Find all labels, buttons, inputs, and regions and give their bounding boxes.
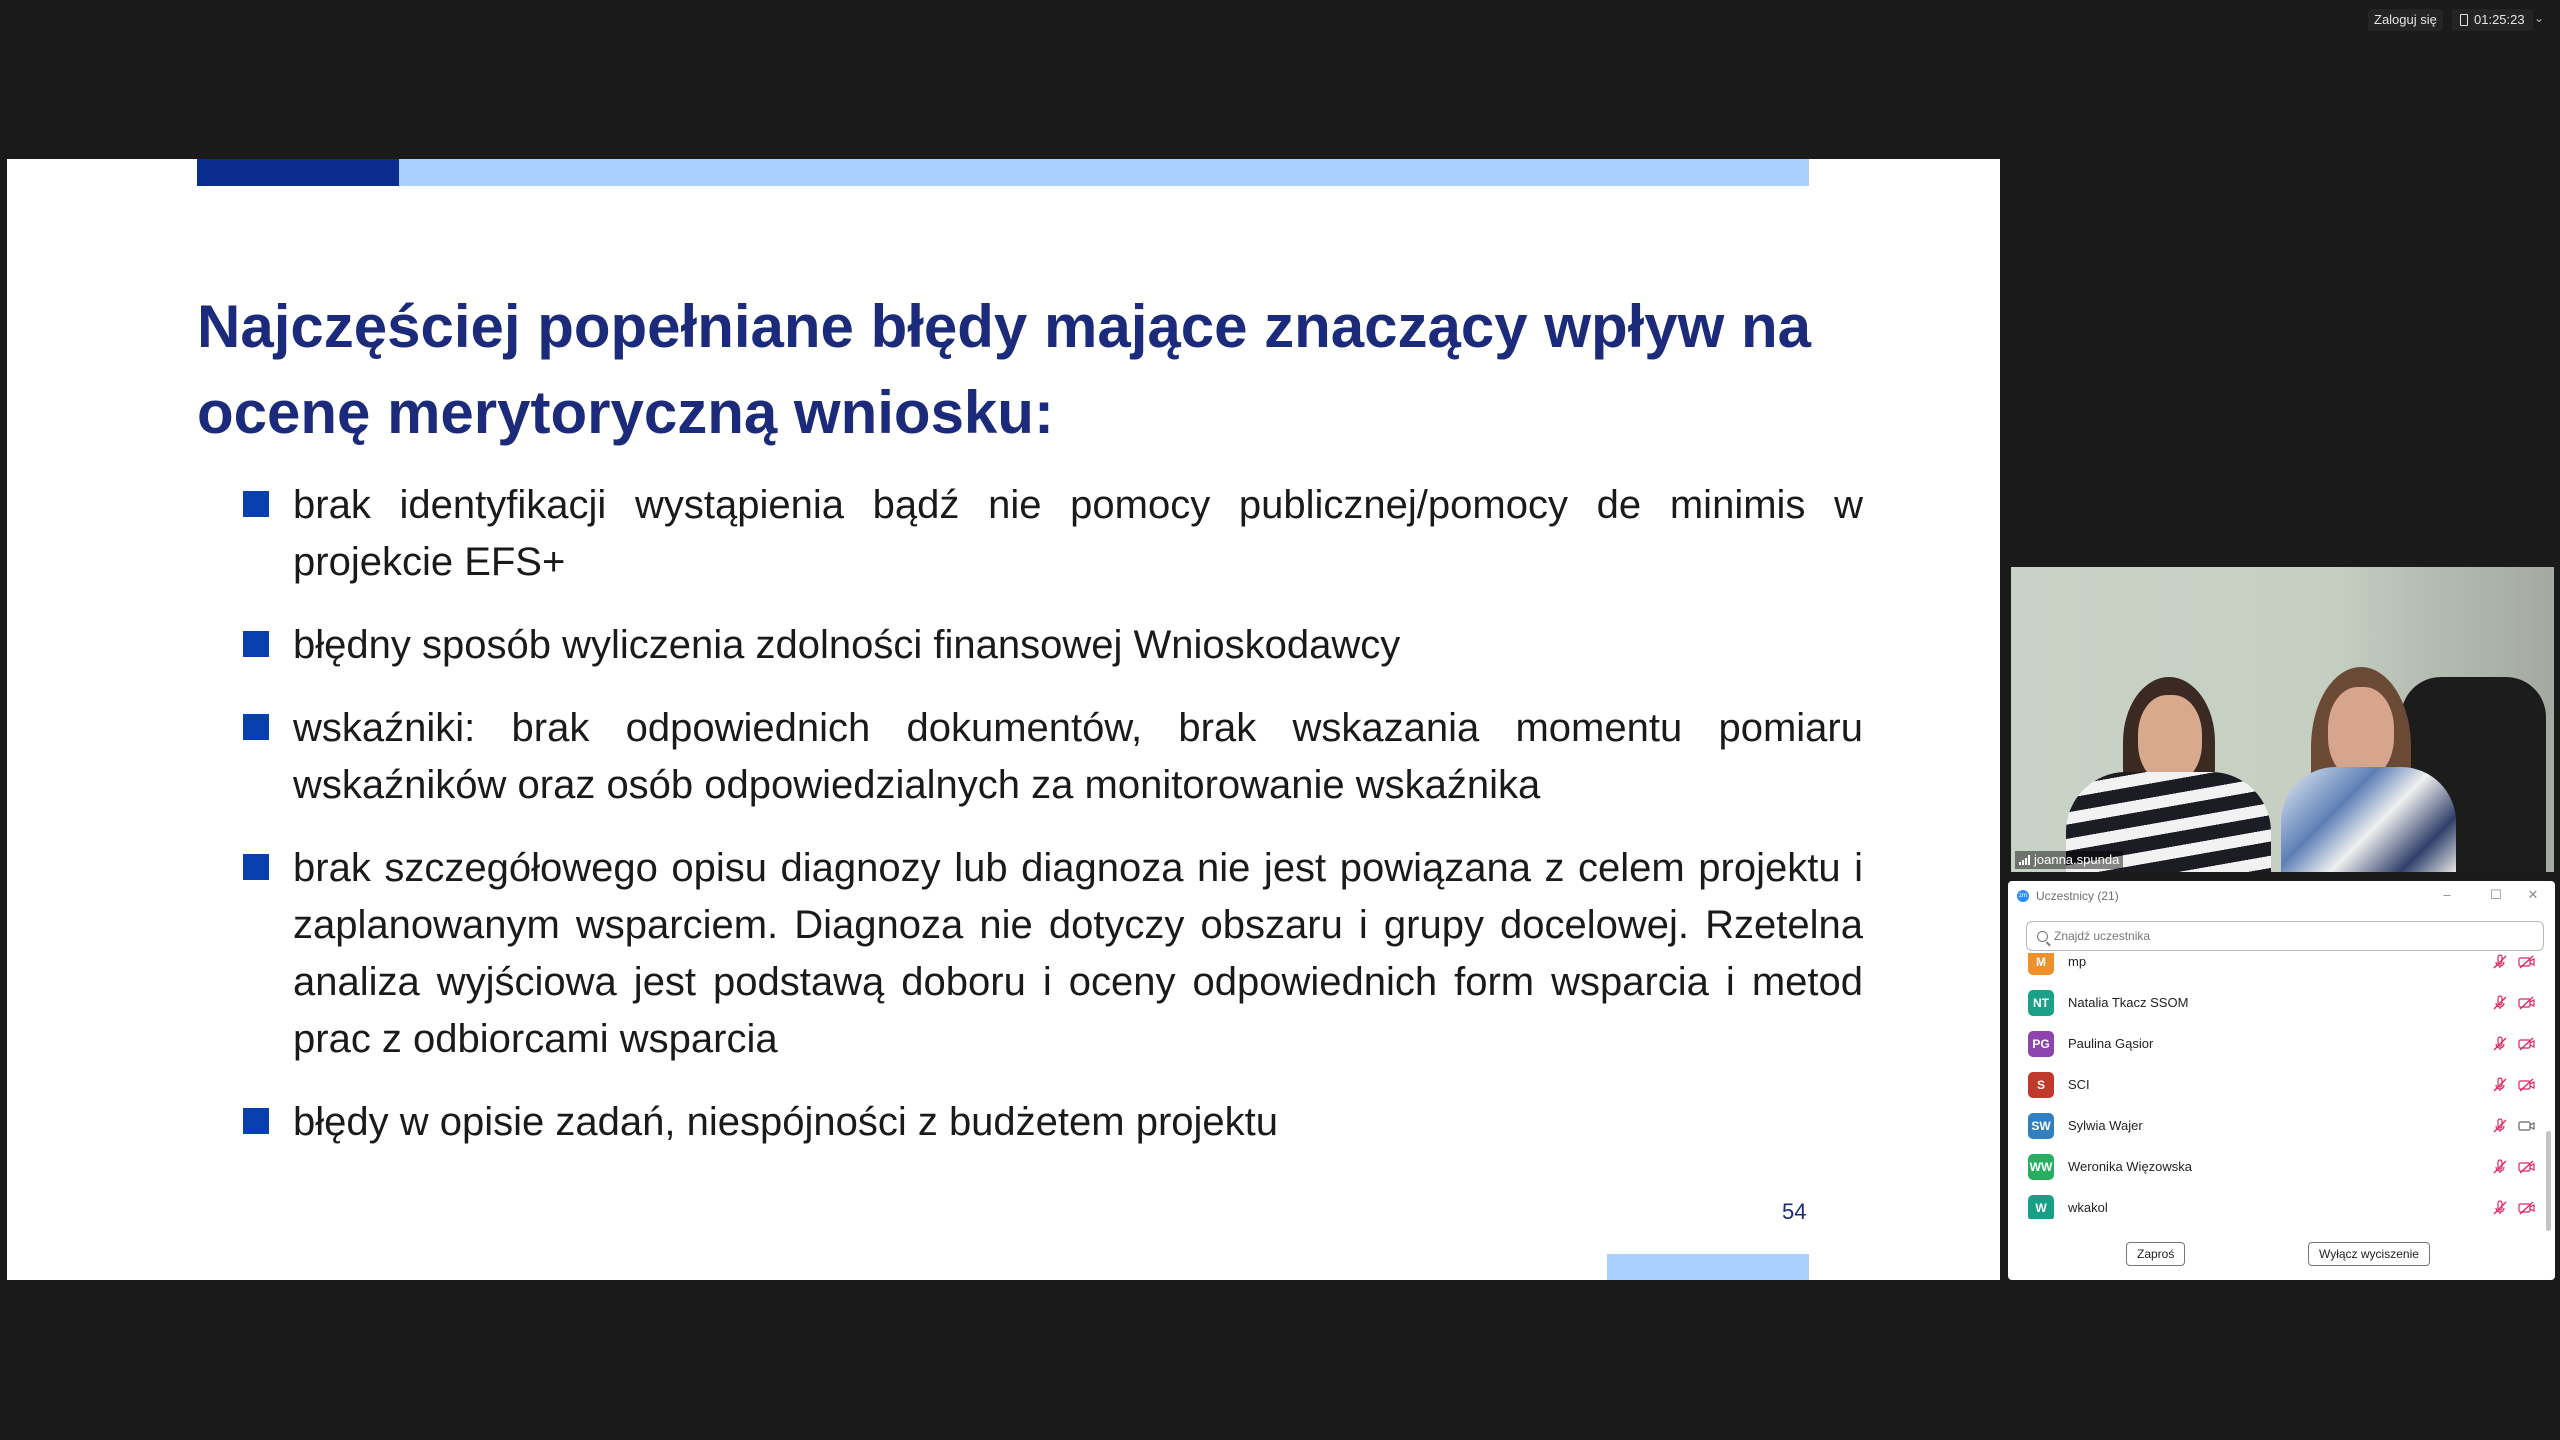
- maximize-icon[interactable]: ☐: [2490, 887, 2502, 902]
- unmute-button[interactable]: Wyłącz wyciszenie: [2308, 1242, 2430, 1266]
- recording-timer-icon: [2460, 14, 2468, 26]
- search-icon: [2037, 931, 2048, 942]
- top-bar: [0, 0, 2560, 40]
- slide-page-number: 54: [1782, 1199, 1807, 1224]
- participant-name: Natalia Tkacz SSOM: [2068, 995, 2189, 1010]
- participant-name: Weronika Więzowska: [2068, 1159, 2193, 1174]
- bullet-item: [243, 1094, 1863, 1151]
- bullet-square-icon: [243, 1108, 269, 1134]
- mic-muted-icon[interactable]: [2492, 1118, 2508, 1134]
- shared-slide: [7, 159, 2000, 1280]
- video-participant-name: joanna.spunda: [2034, 852, 2120, 867]
- mic-muted-icon[interactable]: [2492, 995, 2508, 1011]
- bullet-square-icon: [243, 714, 269, 740]
- camera-off-icon[interactable]: [2518, 1037, 2536, 1051]
- mic-muted-icon[interactable]: [2492, 1036, 2508, 1052]
- camera-off-icon[interactable]: [2518, 1201, 2536, 1215]
- chevron-down-icon[interactable]: ⌄: [2534, 11, 2545, 25]
- meeting-timer[interactable]: [2452, 9, 2533, 31]
- participants-panel: [2008, 881, 2555, 1280]
- camera-off-icon[interactable]: [2518, 1160, 2536, 1174]
- slide-title: Najczęściej popełniane błędy mające znaczący wpływ na ocenę merytoryczną wniosku:: [197, 293, 1812, 446]
- mic-muted-icon[interactable]: [2492, 1200, 2508, 1216]
- bullet-text: błędny sposób wyliczenia zdolności finansowej Wnioskodawcy: [293, 623, 1401, 667]
- slide-header-bar-dark: [197, 159, 399, 186]
- participant-row[interactable]: [2008, 1064, 2548, 1105]
- slide-header-bar-light: [399, 159, 1809, 186]
- participant-name: Sylwia Wajer: [2068, 1118, 2143, 1133]
- avatar: S: [2028, 1072, 2054, 1098]
- video-person-face: [2328, 687, 2394, 779]
- participant-row[interactable]: [2008, 982, 2548, 1023]
- bullet-square-icon: [243, 854, 269, 880]
- mic-muted-icon[interactable]: [2492, 1077, 2508, 1093]
- bullet-text: brak identyfikacji wystąpienia bądź nie pomocy publicznej/pomocy de minimis w projekcie EFS+: [293, 483, 1863, 584]
- participant-row[interactable]: [2008, 1105, 2548, 1146]
- video-person-face: [2138, 695, 2202, 783]
- close-icon[interactable]: ✕: [2527, 887, 2539, 902]
- bullet-item: [243, 700, 1863, 814]
- zoom-logo-icon: zm: [2017, 890, 2029, 902]
- participant-name: mp: [2068, 954, 2087, 969]
- signal-strength-icon: [2019, 855, 2030, 865]
- participant-row[interactable]: [2008, 1187, 2548, 1219]
- panel-title: Uczestnicy (21): [2036, 889, 2119, 903]
- mic-muted-icon[interactable]: [2492, 1159, 2508, 1175]
- participant-row[interactable]: [2008, 953, 2548, 982]
- participant-list-scrollbar[interactable]: [2546, 1131, 2551, 1231]
- mic-muted-icon[interactable]: [2492, 954, 2508, 970]
- participant-name: wkakol: [2068, 1200, 2108, 1215]
- login-button[interactable]: Zaloguj się: [2368, 9, 2443, 31]
- participant-name: Paulina Gąsior: [2068, 1036, 2154, 1051]
- bullet-text: wskaźniki: brak odpowiednich dokumentów, brak wskazania momentu pomiaru wskaźników oraz osób odpowiedzialnych za monitorowanie wskaźnika: [293, 706, 1863, 807]
- camera-off-icon[interactable]: [2518, 996, 2536, 1010]
- participant-row[interactable]: [2008, 1023, 2548, 1064]
- slide-footer-bar: [1607, 1254, 1809, 1280]
- participant-name: SCI: [2068, 1077, 2090, 1092]
- avatar: NT: [2028, 990, 2054, 1016]
- camera-off-icon[interactable]: [2518, 955, 2536, 969]
- bullet-square-icon: [243, 491, 269, 517]
- camera-on-icon[interactable]: [2518, 1119, 2536, 1133]
- avatar: SW: [2028, 1113, 2054, 1139]
- minimize-icon[interactable]: –: [2443, 887, 2451, 902]
- panel-header: [2008, 881, 2555, 911]
- timer-value: 01:25:23: [2474, 12, 2525, 27]
- participant-row[interactable]: [2008, 1146, 2548, 1187]
- video-name-label: [2015, 851, 2123, 869]
- invite-button[interactable]: Zaproś: [2126, 1242, 2185, 1266]
- participant-list[interactable]: [2008, 953, 2548, 1219]
- avatar: W: [2028, 1195, 2054, 1220]
- camera-off-icon[interactable]: [2518, 1078, 2536, 1092]
- participant-search[interactable]: [2026, 921, 2544, 951]
- video-tile[interactable]: [2011, 567, 2554, 872]
- bullet-list: [243, 477, 1863, 1177]
- avatar: PG: [2028, 1031, 2054, 1057]
- bullet-item: [243, 477, 1863, 591]
- search-input[interactable]: [2054, 929, 2524, 943]
- bullet-item: [243, 617, 1863, 674]
- bullet-text: brak szczegółowego opisu diagnozy lub diagnoza nie jest powiązana z celem projektu i zaplanowanym wsparciem. Diagnoza nie dotyczy obszaru i grupy docelowej. Rzetelna analiza wyjściowa jest podstawą doboru i oceny odpowiednich form wsparcia i metod prac z odbiorcami wsparcia: [293, 846, 1863, 1061]
- avatar: WW: [2028, 1154, 2054, 1180]
- bullet-text: błędy w opisie zadań, niespójności z budżetem projektu: [293, 1100, 1279, 1144]
- bullet-item: [243, 840, 1863, 1068]
- avatar: M: [2028, 953, 2054, 975]
- video-person-body: [2281, 767, 2456, 872]
- bullet-square-icon: [243, 631, 269, 657]
